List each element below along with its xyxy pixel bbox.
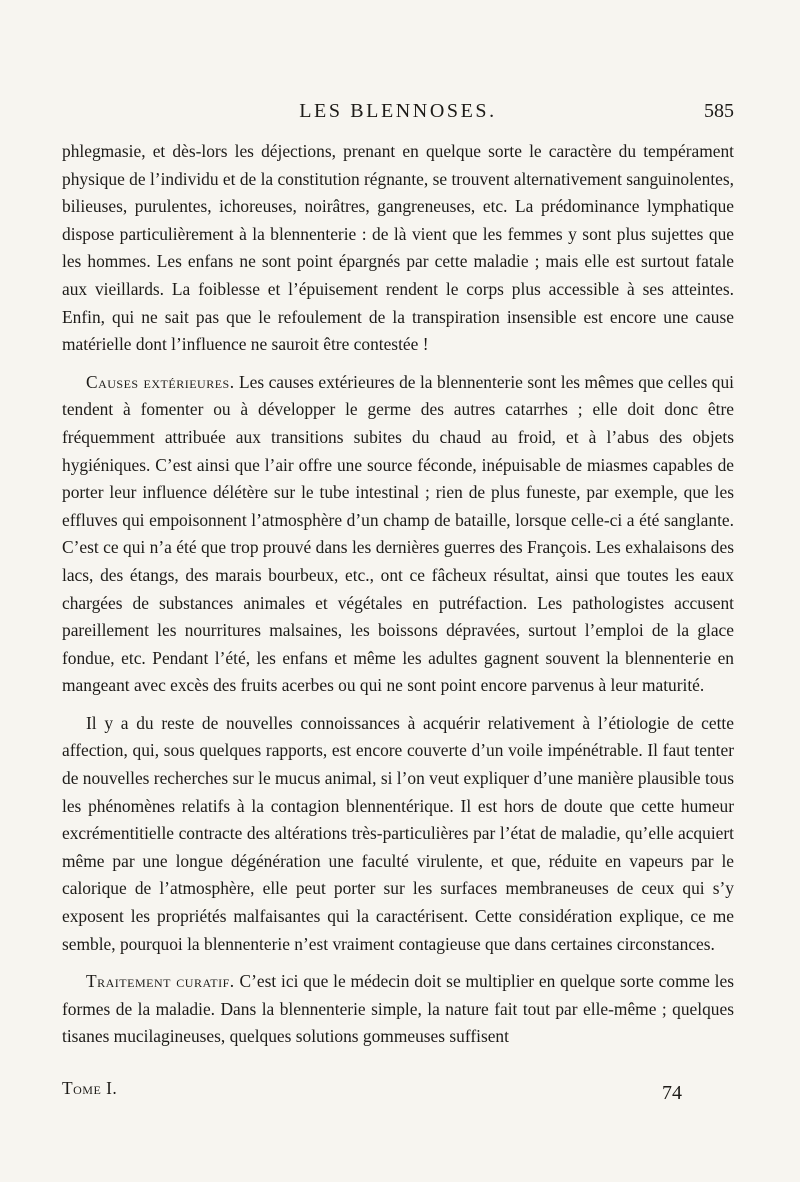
paragraph-curative-treatment (62, 968, 734, 1051)
page-header (62, 100, 734, 130)
volume-label: Tome I. (62, 1078, 118, 1098)
paragraph-external-causes (62, 369, 734, 700)
signature-mark: 74 (662, 1082, 682, 1104)
running-title: LES BLENNOSES. (299, 100, 497, 122)
paragraph-text: C’est ici que le médecin doit se multiplier en quelque sorte comme les formes de la maladie. Dans la blennenterie simple, la nature fait tout par elle-même ; quelques tisanes mucilagineuses, quelques solutions gommeuses suffisent (62, 971, 734, 1047)
page-number: 585 (704, 100, 734, 122)
paragraph-text: phlegmasie, et dès-lors les déjections, prenant en quelque sorte le caractère du tempérament physique de l’individu et de la constitution régnante, se trouvent alternativement sanguinolentes, bilieuses, purulentes, ichoreuses, noirâtres, gangreneuses, etc. La prédominance lymphatique dispose particulièrement à la blennenterie : de là vient que les femmes y sont plus sujettes que les hommes. Les enfans ne sont point épargnés par cette maladie ; mais elle est surtout fatale aux vieillards. La foiblesse et l’épuisement rendent le corps plus accessible à ses atteintes. Enfin, qui ne sait pas que le refoulement de la transpiration insensible est encore une cause matérielle dont l’influence ne sauroit être contestée ! (62, 141, 734, 355)
paragraph-etiology (62, 710, 734, 958)
section-heading-curative-treatment: Traitement curatif. (86, 971, 235, 992)
page-footer (62, 1078, 734, 1106)
paragraph-symptoms (62, 138, 734, 359)
paragraph-text: Les causes extérieures de la blennenterie sont les mêmes que celles qui tendent à fomenter ou à développer le germe des autres catarrhes ; elle doit donc être fréquemment attribuée aux transitions subites du chaud au froid, et à l’abus des objets hygiéniques. C’est ainsi que l’air offre une source féconde, inépuisable de miasmes capables de porter leur influence délétère sur le tube intestinal ; rien de plus funeste, par exemple, que les effluves qui empoisonnent l’atmosphère d’un champ de bataille, lorsque celle-ci a été sanglante. C’est ce qui n’a été que trop prouvé dans les dernières guerres des François. Les exhalaisons des lacs, des étangs, des marais bourbeux, etc., ont ce fâcheux résultat, ainsi que toutes les eaux chargées de substances animales et végétales en putréfaction. Les pathologistes accusent pareillement les nourritures malsaines, les boissons dépravées, surtout l’emploi de la glace fondue, etc. Pendant l’été, les enfans et même les adultes gagnent souvent la blennenterie en mangeant avec excès des fruits acerbes ou qui ne sont point encore parvenus à leur maturité. (62, 371, 735, 696)
body-text (62, 138, 734, 1051)
paragraph-text: Il y a du reste de nouvelles connoissances à acquérir relativement à l’étiologie de cette affection, qui, sous quelques rapports, est encore couverte d’un voile impénétrable. Il faut tenter de nouvelles recherches sur le mucus animal, si l’on veut expliquer d’une manière plausible tous les phénomènes relatifs à la contagion blennentérique. Il est hors de doute que cette humeur excrémentitielle contracte des altérations très-particulières par l’état de maladie, qu’elle acquiert même par une longue dégénération une faculté virulente, et que, réduite en vapeurs par le calorique de l’atmosphère, elle peut porter sur les surfaces membraneuses de ceux qui s’y exposent les propriétés malfaisantes qui la caractérisent. Cette considération explique, ce me semble, pourquoi la blennenterie n’est vraiment contagieuse que dans certaines circonstances. (62, 712, 734, 954)
section-heading-external-causes: Causes extérieures. (86, 371, 235, 392)
